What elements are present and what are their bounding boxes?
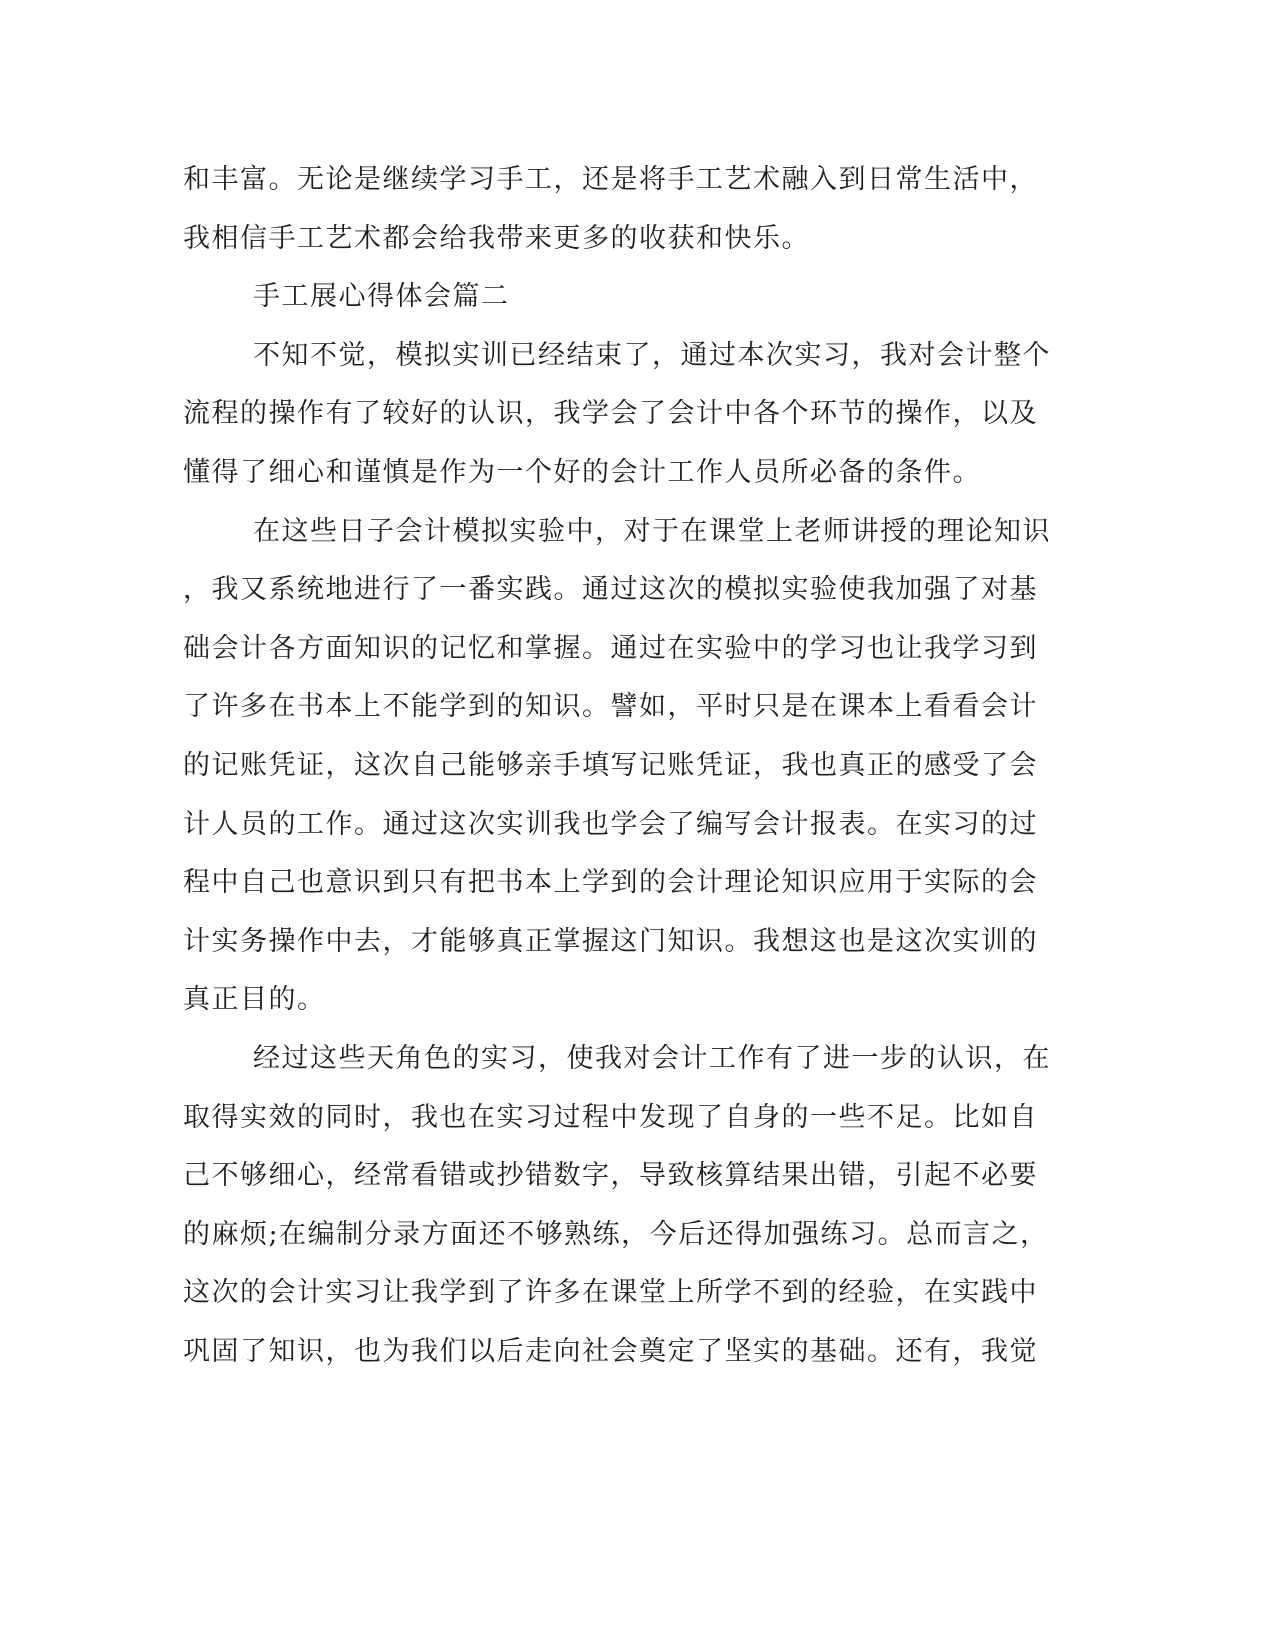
text-line: 巩固了知识，也为我们以后走向社会奠定了坚实的基础。还有，我觉 [183, 1335, 1038, 1367]
text-line: 程中自己也意识到只有把书本上学到的会计理论知识应用于实际的会 [183, 867, 1038, 899]
text-line: 真正目的。 [183, 984, 326, 1016]
text-line: 不知不觉，模拟实训已经结束了，通过本次实习，我对会计整个 [253, 339, 1051, 371]
text-line: 我相信手工艺术都会给我带来更多的收获和快乐。 [183, 222, 810, 254]
text-line: 计人员的工作。通过这次实训我也学会了编写会计报表。在实习的过 [183, 808, 1038, 840]
text-line: 己不够细心，经常看错或抄错数字，导致核算结果出错，引起不必要 [183, 1160, 1038, 1192]
text-line: 的记账凭证，这次自己能够亲手填写记账凭证，我也真正的感受了会 [183, 749, 1038, 781]
text-line: 在这些日子会计模拟实验中，对于在课堂上老师讲授的理论知识 [253, 515, 1051, 547]
text-line: 这次的会计实习让我学到了许多在课堂上所学不到的经验，在实践中 [183, 1277, 1038, 1309]
text-line: 懂得了细心和谨慎是作为一个好的会计工作人员所必备的条件。 [183, 456, 981, 488]
text-line: 流程的操作有了较好的认识，我学会了会计中各个环节的操作，以及 [183, 398, 1038, 430]
document-body [183, 160, 1051, 1390]
section-heading: 手工展心得体会篇二 [253, 281, 510, 313]
text-line: ，我又系统地进行了一番实践。通过这次的模拟实验使我加强了对基 [183, 574, 1038, 606]
text-line: 计实务操作中去，才能够真正掌握这门知识。我想这也是这次实训的 [183, 925, 1038, 957]
text-line: 了许多在书本上不能学到的知识。譬如，平时只是在课本上看看会计 [183, 691, 1038, 723]
text-line: 础会计各方面知识的记忆和掌握。通过在实验中的学习也让我学习到 [183, 632, 1038, 664]
text-line: 的麻烦;在编制分录方面还不够熟练，今后还得加强练习。总而言之， [183, 1218, 1049, 1250]
text-line: 和丰富。无论是继续学习手工，还是将手工艺术融入到日常生活中， [183, 164, 1038, 195]
text-line: 经过这些天角色的实习，使我对会计工作有了进一步的认识，在 [253, 1042, 1051, 1074]
text-line: 取得实效的同时，我也在实习过程中发现了自身的一些不足。比如自 [183, 1101, 1038, 1133]
